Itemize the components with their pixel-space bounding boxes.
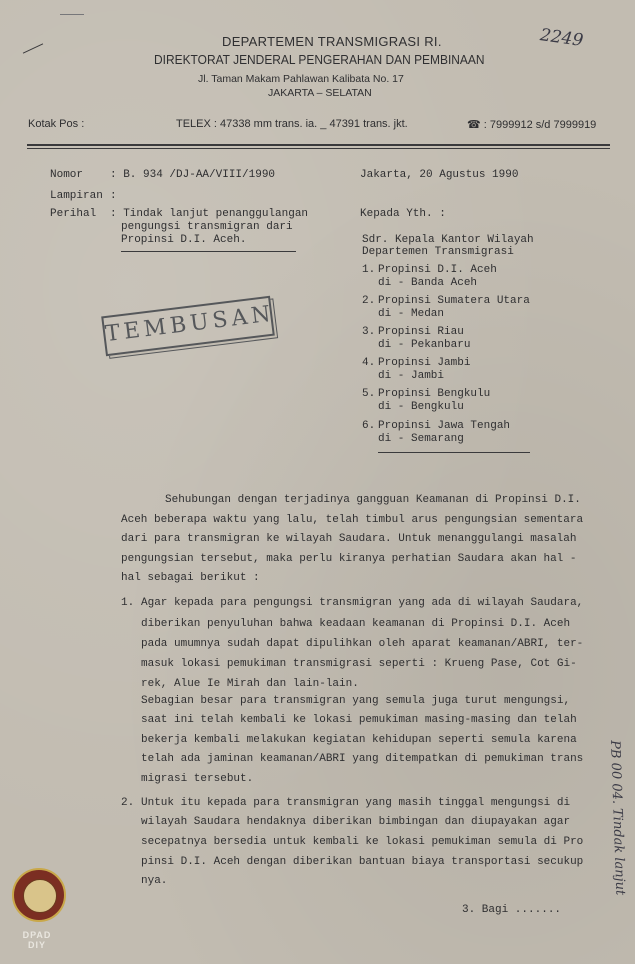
perihal-underline <box>121 251 296 252</box>
addressee-item-city: di - Pekanbaru <box>378 339 471 351</box>
ministry-title: DEPARTEMEN TRANSMIGRASI RI. <box>222 34 442 49</box>
item-2-line: Untuk itu kepada para transmigran yang masih tinggal mengungsi di <box>141 797 571 809</box>
item-2-line: pinsi D.I. Aceh dengan diberikan bantuan biaya transportasi secukup <box>141 856 584 868</box>
kotak-pos-label: Kotak Pos : <box>28 118 85 130</box>
item-1-line: migrasi tersebut. <box>141 773 254 785</box>
addressee-item-province: Propinsi D.I. Aceh <box>378 264 497 276</box>
body-intro-line: dari para transmigran ke wilayah Saudara. Untuk menanggulangi masalah <box>121 533 577 545</box>
telex-line: TELEX : 47338 mm trans. ia. _ 47391 trans. jkt. <box>176 118 408 130</box>
addressee-line-2: Departemen Transmigrasi <box>362 246 514 258</box>
directorate-title: DIREKTORAT JENDERAL PENGERAHAN DAN PEMBINAAN <box>154 52 485 67</box>
addressee-item <box>362 388 490 414</box>
addressee-item-city: di - Semarang <box>378 433 464 445</box>
item-1-line: saat ini telah kembali ke lokasi pemukiman masing-masing dan telah <box>141 714 577 726</box>
item-2-line: nya. <box>141 875 168 887</box>
lampiran-label: Lampiran <box>50 190 103 202</box>
perihal-line-2: pengungsi transmigran dari <box>121 221 293 233</box>
addressee-item-province: Propinsi Jambi <box>378 357 471 369</box>
nomor-label: Nomor <box>50 169 84 181</box>
handwritten-side-note: PB 00 04. Tindak lanjut <box>607 740 628 896</box>
perihal-line-3: Propinsi D.I. Aceh. <box>121 234 247 246</box>
item-1-line: rek, Alue Ie Mirah dan lain-lain. <box>141 678 359 690</box>
item-1-line: pada umumnya sudah dapat dipulihkan oleh aparat keamanan/ABRI, ter- <box>141 638 584 650</box>
addressee-item <box>362 357 470 383</box>
archive-logo <box>12 868 66 922</box>
item-2-line: secepatnya bersedia untuk kembali ke lokasi pemukiman semula di Pro <box>141 836 584 848</box>
stamp-text: TEMBUSAN <box>103 301 276 348</box>
item-1-line: telah ada jaminan keamanan/ABRI yang ditempatkan di pemukiman trans <box>141 753 584 765</box>
logo-text-line-2: DIY <box>27 940 46 950</box>
lampiran-value: : <box>110 190 117 202</box>
addressee-item-number: 4. <box>362 357 376 369</box>
item-2-line: wilayah Saudara hendaknya diberikan bimbingan dan diupayakan agar <box>141 816 571 828</box>
addressee-item-number: 1. <box>362 264 376 276</box>
addressee-item-number: 3. <box>362 326 376 338</box>
body-intro-line: Sehubungan dengan terjadinya gangguan Keamanan di Propinsi D.I. <box>165 494 581 506</box>
body-intro-line: hal sebagai berikut : <box>121 572 260 584</box>
pen-mark <box>60 14 84 15</box>
item-1-line: Sebagian besar para transmigran yang semula juga turut mengungsi, <box>141 695 571 707</box>
archive-logo-text <box>8 930 66 950</box>
addressee-item <box>362 420 510 446</box>
perihal-label: Perihal <box>50 208 97 220</box>
item-1-number: 1. <box>121 597 135 609</box>
letterhead-address: Jl. Taman Makam Pahlawan Kalibata No. 17 <box>198 73 404 85</box>
addressee-item-province: Propinsi Bengkulu <box>378 388 491 400</box>
addressee-line-1: Sdr. Kepala Kantor Wilayah <box>362 234 534 246</box>
addressee-item-city: di - Jambi <box>378 370 445 382</box>
addressee-item-city: di - Medan <box>378 308 445 320</box>
addressee-item-province: Propinsi Riau <box>378 326 464 338</box>
letterhead-rule-bottom <box>27 148 610 149</box>
perihal-line-1: : Tindak lanjut penanggulangan <box>110 208 309 220</box>
addressee-item-province: Propinsi Sumatera Utara <box>378 295 530 307</box>
continuation-marker: 3. Bagi ....... <box>462 904 562 916</box>
addressee-item <box>362 264 497 290</box>
addressee-underline <box>378 452 530 453</box>
nomor-value: : B. 934 /DJ-AA/VIII/1990 <box>110 169 276 181</box>
item-1-line: bekerja kembali melakukan kegiatan kehidupan seperti semula karena <box>141 734 577 746</box>
logo-emblem <box>23 879 57 913</box>
pen-mark <box>23 43 43 53</box>
logo-text-line-1: DPAD <box>22 930 52 940</box>
letter-date: Jakarta, 20 Agustus 1990 <box>360 169 519 181</box>
addressee-item <box>362 326 470 352</box>
tembusan-stamp <box>101 296 275 356</box>
addressee-item-number: 6. <box>362 420 376 432</box>
addressee-item-city: di - Banda Aceh <box>378 277 478 289</box>
addressee-to: Kepada Yth. : <box>360 208 446 220</box>
handwritten-number: 2249 <box>538 25 585 51</box>
item-2-number: 2. <box>121 797 135 809</box>
addressee-item-number: 5. <box>362 388 376 400</box>
item-1-line: Agar kepada para pengungsi transmigran yang ada di wilayah Saudara, <box>141 597 584 609</box>
addressee-item <box>362 295 530 321</box>
body-intro-line: pengungsian tersebut, maka perlu kiranya perhatian Saudara akan hal - <box>121 553 577 565</box>
addressee-item-province: Propinsi Jawa Tengah <box>378 420 511 432</box>
item-1-line: masuk lokasi pemukiman transmigrasi seperti : Krueng Pase, Cot Gi- <box>141 658 577 670</box>
addressee-item-city: di - Bengkulu <box>378 401 464 413</box>
letterhead-rule-top <box>27 144 610 146</box>
body-intro-line: Aceh beberapa waktu yang lalu, telah timbul arus pengungsian sementara <box>121 514 584 526</box>
phone-line: ☎ : 7999912 s/d 7999919 <box>467 119 597 131</box>
letterhead-city: JAKARTA – SELATAN <box>268 87 372 99</box>
item-1-line: diberikan penyuluhan bahwa keadaan keamanan di Propinsi D.I. Aceh <box>141 618 571 630</box>
addressee-item-number: 2. <box>362 295 376 307</box>
